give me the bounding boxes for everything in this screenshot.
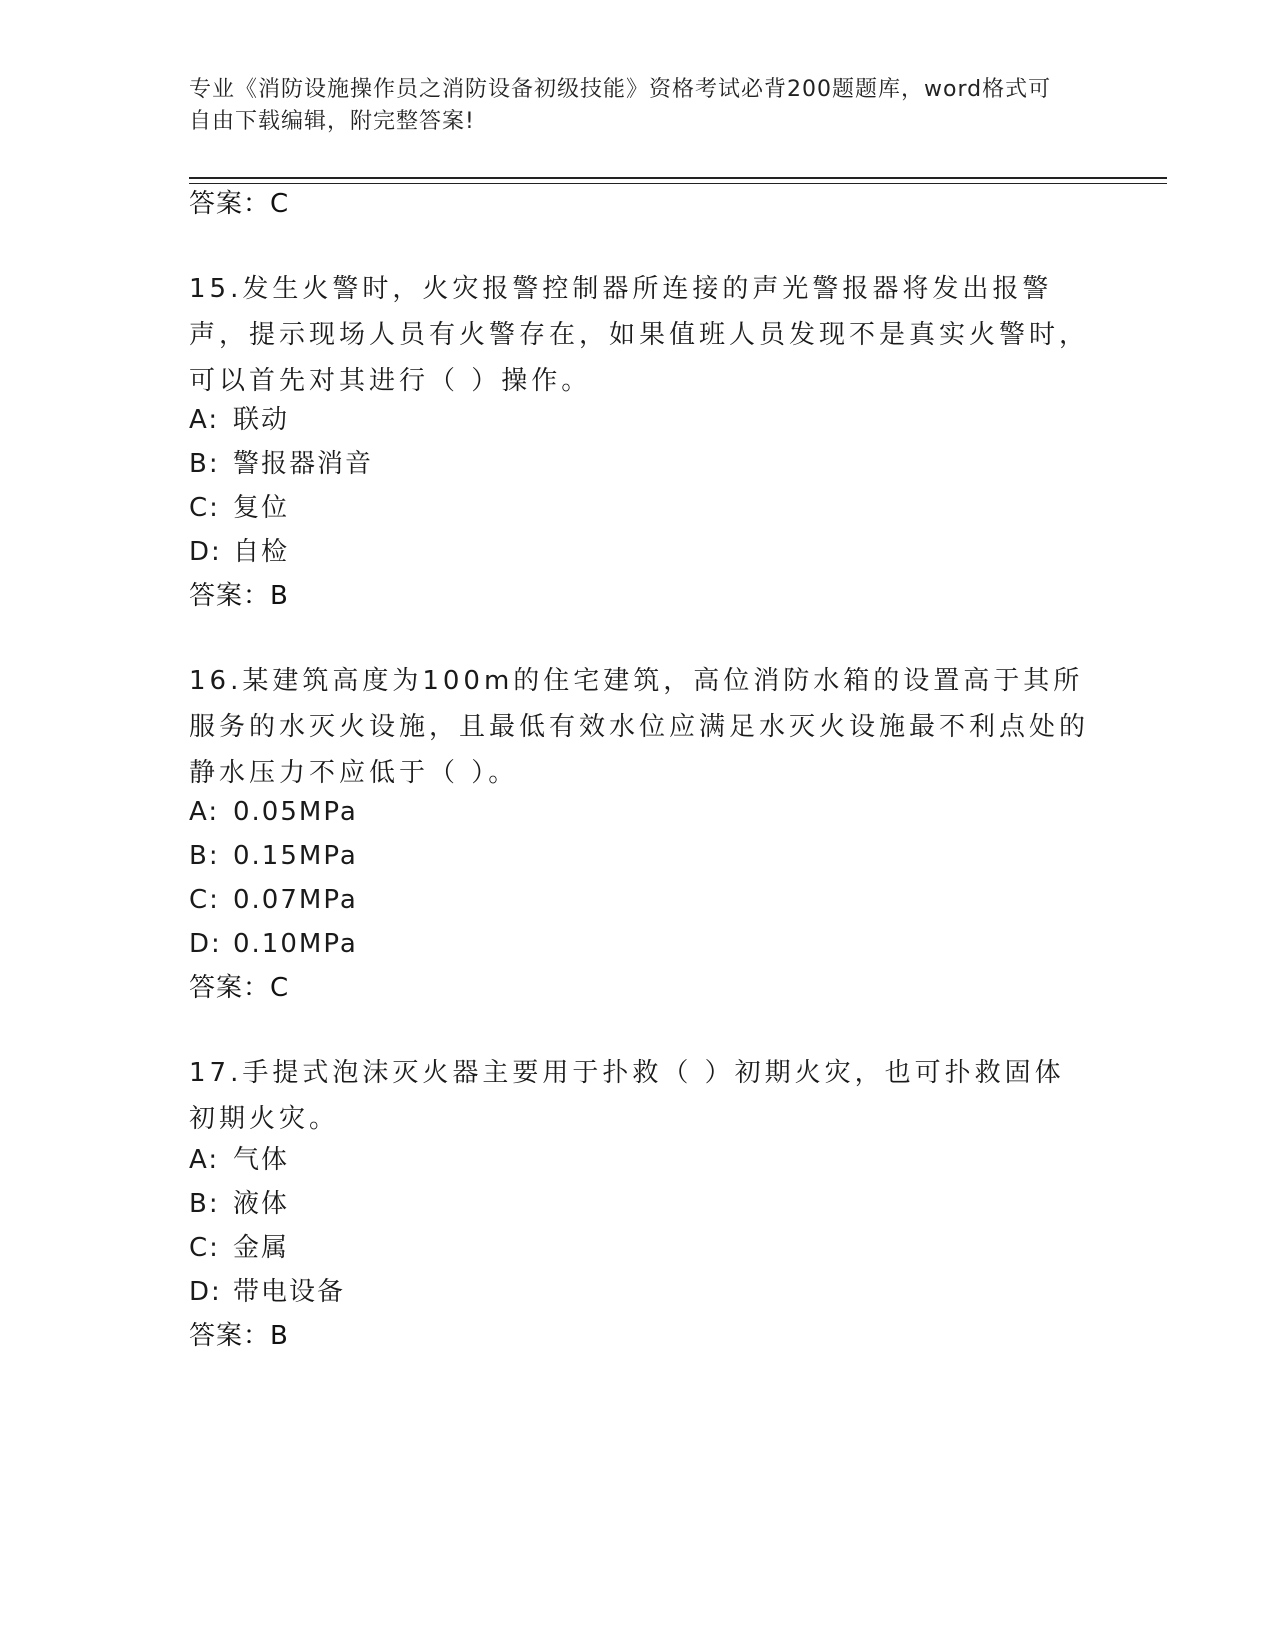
option-text: 自检 — [233, 537, 290, 567]
option-key: A: — [189, 405, 220, 435]
option-text: 0.10MPa — [233, 929, 358, 959]
option-key: C: — [189, 1233, 220, 1263]
question-17-option-b — [189, 1188, 289, 1220]
question-15-option-a — [189, 404, 289, 436]
previous-answer: 答案：C — [189, 189, 290, 219]
option-key: C: — [189, 885, 220, 915]
question-17-option-a — [189, 1144, 289, 1176]
option-text: 金属 — [233, 1233, 290, 1263]
option-text: 联动 — [233, 405, 290, 435]
option-text: 带电设备 — [233, 1277, 346, 1307]
question-15-option-b — [189, 448, 373, 480]
question-15-option-d — [189, 536, 289, 568]
option-text: 0.15MPa — [233, 841, 358, 871]
option-text: 气体 — [233, 1145, 290, 1175]
header-divider-thick — [189, 177, 1167, 179]
question-16-option-d — [189, 928, 358, 960]
option-key: D: — [189, 1277, 222, 1307]
question-15-option-c — [189, 492, 289, 524]
option-text: 液体 — [233, 1189, 290, 1219]
option-key: B: — [189, 1189, 220, 1219]
option-text: 0.05MPa — [233, 797, 358, 827]
question-16-answer: 答案：C — [189, 973, 290, 1003]
option-key: C: — [189, 493, 220, 523]
option-key: B: — [189, 841, 220, 871]
question-16-stem: 16.某建筑高度为100m的住宅建筑，高位消防水箱的设置高于其所服务的水灭火设施，且最低有效水位应满足水灭火设施最不利点处的静水压力不应低于（ ）。 — [189, 666, 1090, 788]
option-key: D: — [189, 929, 222, 959]
option-text: 警报器消音 — [233, 449, 374, 479]
question-16-option-c — [189, 884, 358, 916]
option-key: D: — [189, 537, 222, 567]
question-17-answer: 答案：B — [189, 1321, 289, 1351]
question-15-answer: 答案：B — [189, 581, 289, 611]
header-divider-thin — [189, 183, 1167, 184]
question-16-option-b — [189, 840, 358, 872]
option-key: B: — [189, 449, 220, 479]
option-key: A: — [189, 797, 220, 827]
option-text: 复位 — [233, 493, 290, 523]
question-17-option-c — [189, 1232, 289, 1264]
question-17-stem: 17.手提式泡沫灭火器主要用于扑救（ ）初期火灾，也可扑救固体初期火灾。 — [189, 1058, 1065, 1134]
option-key: A: — [189, 1145, 220, 1175]
option-text: 0.07MPa — [233, 885, 358, 915]
document-header: 专业《消防设施操作员之消防设备初级技能》资格考试必背200题题库，word格式可自由下载编辑，附完整答案! — [189, 77, 1052, 134]
question-16-option-a — [189, 796, 358, 828]
question-17-option-d — [189, 1276, 345, 1308]
question-15-stem: 15.发生火警时，火灾报警控制器所连接的声光警报器将发出报警声，提示现场人员有火警存在，如果值班人员发现不是真实火警时，可以首先对其进行（ ）操作。 — [189, 274, 1090, 396]
